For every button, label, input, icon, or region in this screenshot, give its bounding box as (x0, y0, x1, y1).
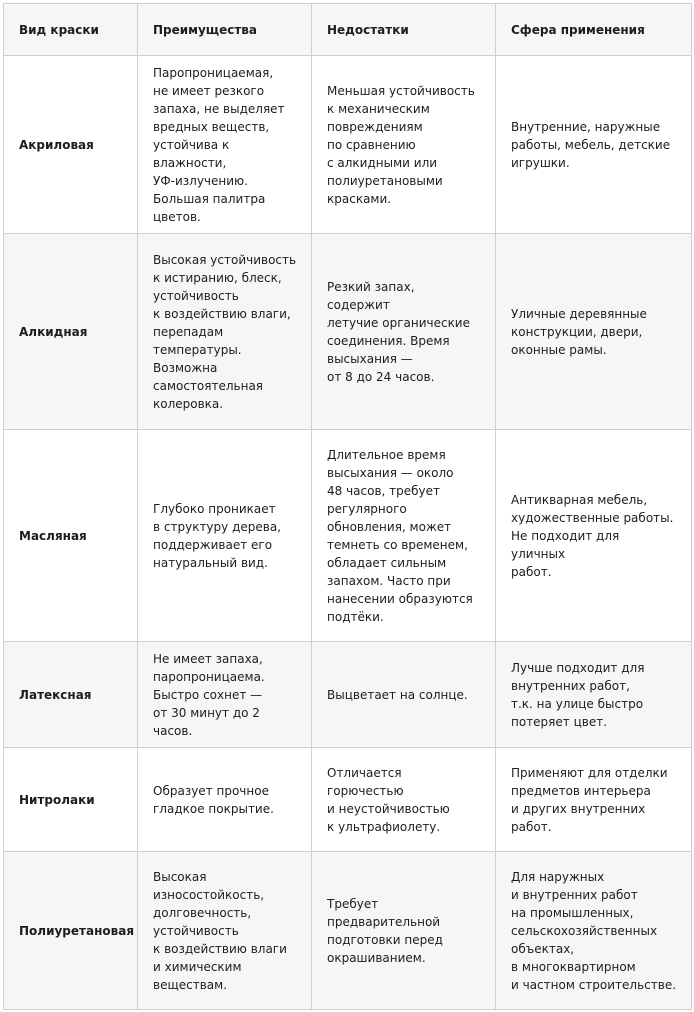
table-row (4, 56, 692, 234)
paint-type-cell: Нитролаки (4, 748, 138, 851)
disadvantages-cell: Требует предварительной подготовки перед окрашиванием. (312, 852, 496, 1009)
disadvantages-cell: Длительное время высыхания — около 48 часов, требует регулярного обновления, может темнеть со временем, обладает сильным запахом. Часто при нанесении образуются подтёки. (312, 430, 496, 641)
usage-cell: Уличные деревянные конструкции, двери, оконные рамы. (496, 234, 692, 429)
usage-cell: Для наружных и внутренних работ на промышленных, сельскохозяйственных объектах, в многоквартирном и частном строительстве. (496, 852, 692, 1009)
disadvantages-cell: Резкий запах, содержит летучие органические соединения. Время высыхания — от 8 до 24 часов. (312, 234, 496, 429)
table-row (4, 430, 692, 642)
advantages-cell: Не имеет запаха, паропроницаема. Быстро сохнет — от 30 минут до 2 часов. (138, 642, 312, 747)
table-row (4, 234, 692, 430)
usage-cell: Применяют для отделки предметов интерьера и других внутренних работ. (496, 748, 692, 851)
disadvantages-cell: Отличается горючестью и неустойчивостью к ультрафиолету. (312, 748, 496, 851)
header-paint-type: Вид краски (4, 4, 138, 55)
paint-type-cell: Акриловая (4, 56, 138, 233)
advantages-cell: Высокая устойчивость к истиранию, блеск, устойчивость к воздействию влаги, перепадам температуры. Возможна самостоятельная колеровка. (138, 234, 312, 429)
disadvantages-cell: Меньшая устойчивость к механическим повреждениям по сравнению с алкидными или полиуретановыми красками. (312, 56, 496, 233)
usage-cell: Внутренние, наружные работы, мебель, детские игрушки. (496, 56, 692, 233)
advantages-cell: Паропроницаемая, не имеет резкого запаха, не выделяет вредных веществ, устойчива к влажности, УФ-излучению. Большая палитра цветов. (138, 56, 312, 233)
usage-cell: Антикварная мебель, художественные работы. Не подходит для уличных работ. (496, 430, 692, 641)
table-row (4, 852, 692, 1010)
header-disadvantages: Недостатки (312, 4, 496, 55)
table-header-row (4, 4, 692, 56)
paint-comparison-table (3, 3, 692, 1010)
table-row (4, 748, 692, 852)
paint-type-cell: Полиуретановая (4, 852, 138, 1009)
table-row (4, 642, 692, 748)
header-advantages: Преимущества (138, 4, 312, 55)
paint-type-cell: Латексная (4, 642, 138, 747)
advantages-cell: Высокая износостойкость, долговечность, устойчивость к воздействию влаги и химическим веществам. (138, 852, 312, 1009)
header-usage: Сфера применения (496, 4, 692, 55)
paint-type-cell: Алкидная (4, 234, 138, 429)
advantages-cell: Глубоко проникает в структуру дерева, поддерживает его натуральный вид. (138, 430, 312, 641)
disadvantages-cell: Выцветает на солнце. (312, 642, 496, 747)
advantages-cell: Образует прочное гладкое покрытие. (138, 748, 312, 851)
paint-type-cell: Масляная (4, 430, 138, 641)
usage-cell: Лучше подходит для внутренних работ, т.к. на улице быстро потеряет цвет. (496, 642, 692, 747)
